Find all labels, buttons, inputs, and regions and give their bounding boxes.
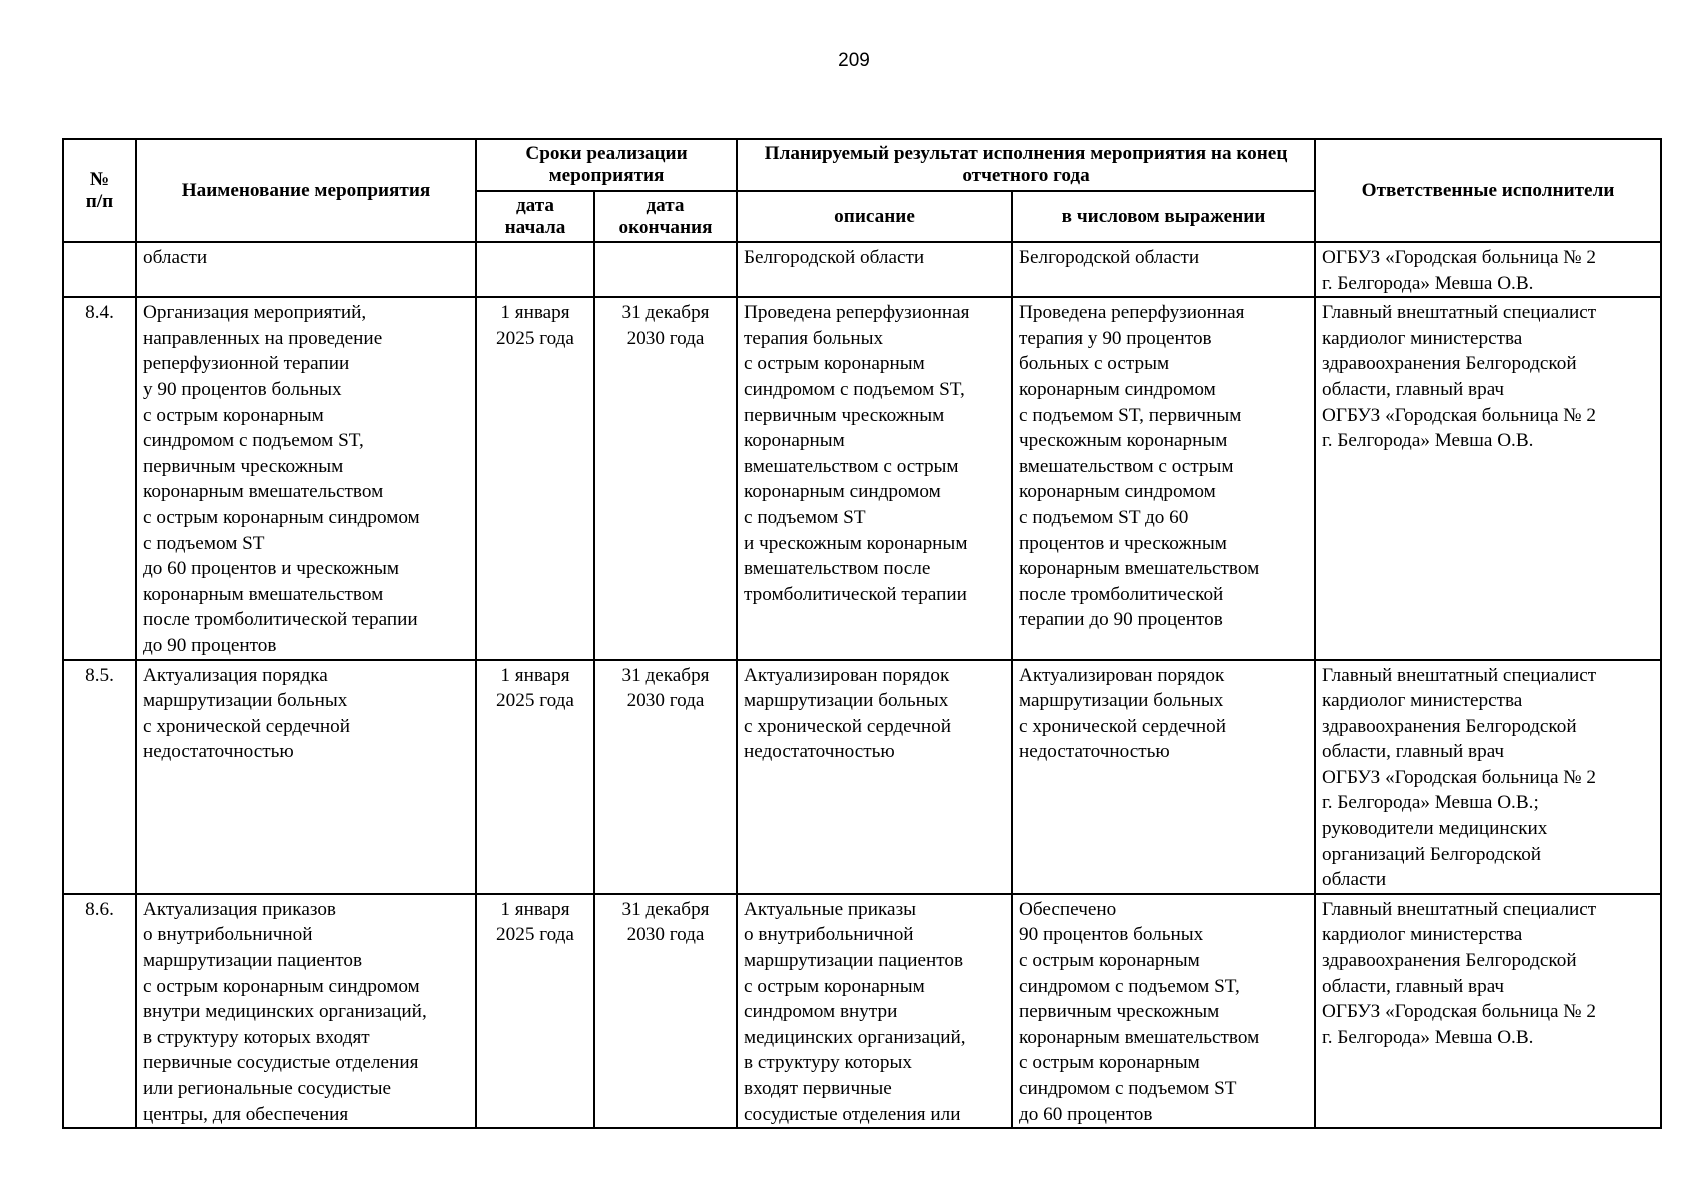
header-terms: Сроки реализации мероприятия [476, 139, 737, 191]
cell-start: 1 января 2025 года [476, 297, 594, 659]
header-description: описание [737, 191, 1012, 242]
cell-numeric: Проведена реперфузионная терапия у 90 процентов больных с острым коронарным синдромом с подъемом ST, первичным чрескожным коронарным вмешательством с острым коронарным синдромом с подъемом ST до 60 процентов и чрескожным коронарным вмешательством после тромболитической терапии до 90 процентов [1012, 297, 1315, 659]
header-start: дата начала [476, 191, 594, 242]
table-row [63, 894, 1661, 1128]
cell-end: 31 декабря 2030 года [594, 894, 737, 1128]
cell-start: 1 января 2025 года [476, 894, 594, 1128]
header-name: Наименование мероприятия [136, 139, 476, 242]
cell-num: 8.5. [63, 660, 136, 894]
table-row [63, 660, 1661, 894]
cell-name: области [136, 242, 476, 297]
cell-end: 31 декабря 2030 года [594, 660, 737, 894]
cell-num [63, 242, 136, 297]
header-num: № п/п [63, 139, 136, 242]
cell-responsible: Главный внештатный специалист кардиолог министерства здравоохранения Белгородской области, главный врач ОГБУЗ «Городская больница № 2 г. Белгорода» Мевша О.В.; руководители медицинских организаций Белгородской области [1315, 660, 1661, 894]
cell-num: 8.6. [63, 894, 136, 1128]
cell-description: Актуализирован порядок маршрутизации больных с хронической сердечной недостаточностью [737, 660, 1012, 894]
cell-name: Актуализация порядка маршрутизации больных с хронической сердечной недостаточностью [136, 660, 476, 894]
cell-description: Актуальные приказы о внутрибольничной маршрутизации пациентов с острым коронарным синдромом внутри медицинских организаций, в структуру которых входят первичные сосудистые отделения или [737, 894, 1012, 1128]
cell-responsible: Главный внештатный специалист кардиолог министерства здравоохранения Белгородской области, главный врач ОГБУЗ «Городская больница № 2 г. Белгорода» Мевша О.В. [1315, 297, 1661, 659]
table-row [63, 297, 1661, 659]
cell-name: Организация мероприятий, направленных на проведение реперфузионной терапии у 90 процентов больных с острым коронарным синдромом с подъемом ST, первичным чрескожным коронарным вмешательством с острым коронарным синдромом с подъемом ST до 60 процентов и чрескожным коронарным вмешательством после тромболитической терапии до 90 процентов [136, 297, 476, 659]
header-end: дата окончания [594, 191, 737, 242]
header-responsible: Ответственные исполнители [1315, 139, 1661, 242]
header-result: Планируемый результат исполнения мероприятия на конец отчетного года [737, 139, 1315, 191]
cell-description: Белгородской области [737, 242, 1012, 297]
cell-end [594, 242, 737, 297]
cell-num: 8.4. [63, 297, 136, 659]
cell-responsible: Главный внештатный специалист кардиолог министерства здравоохранения Белгородской области, главный врач ОГБУЗ «Городская больница № 2 г. Белгорода» Мевша О.В. [1315, 894, 1661, 1128]
cell-name: Актуализация приказов о внутрибольничной маршрутизации пациентов с острым коронарным синдромом внутри медицинских организаций, в структуру которых входят первичные сосудистые отделения или региональные сосудистые центры, для обеспечения [136, 894, 476, 1128]
cell-numeric: Актуализирован порядок маршрутизации больных с хронической сердечной недостаточностью [1012, 660, 1315, 894]
header-numeric: в числовом выражении [1012, 191, 1315, 242]
cell-description: Проведена реперфузионная терапия больных с острым коронарным синдромом с подъемом ST, первичным чрескожным коронарным вмешательством с острым коронарным синдромом с подъемом ST и чрескожным коронарным вмешательством после тромболитической терапии [737, 297, 1012, 659]
table-row [63, 242, 1661, 297]
cell-numeric: Белгородской области [1012, 242, 1315, 297]
cell-start [476, 242, 594, 297]
cell-numeric: Обеспечено 90 процентов больных с острым коронарным синдромом с подъемом ST, первичным чрескожным коронарным вмешательством с острым коронарным синдромом с подъемом ST до 60 процентов [1012, 894, 1315, 1128]
activities-table [62, 138, 1662, 1129]
cell-start: 1 января 2025 года [476, 660, 594, 894]
cell-responsible: ОГБУЗ «Городская больница № 2 г. Белгорода» Мевша О.В. [1315, 242, 1661, 297]
page-number: 209 [838, 50, 870, 71]
cell-end: 31 декабря 2030 года [594, 297, 737, 659]
